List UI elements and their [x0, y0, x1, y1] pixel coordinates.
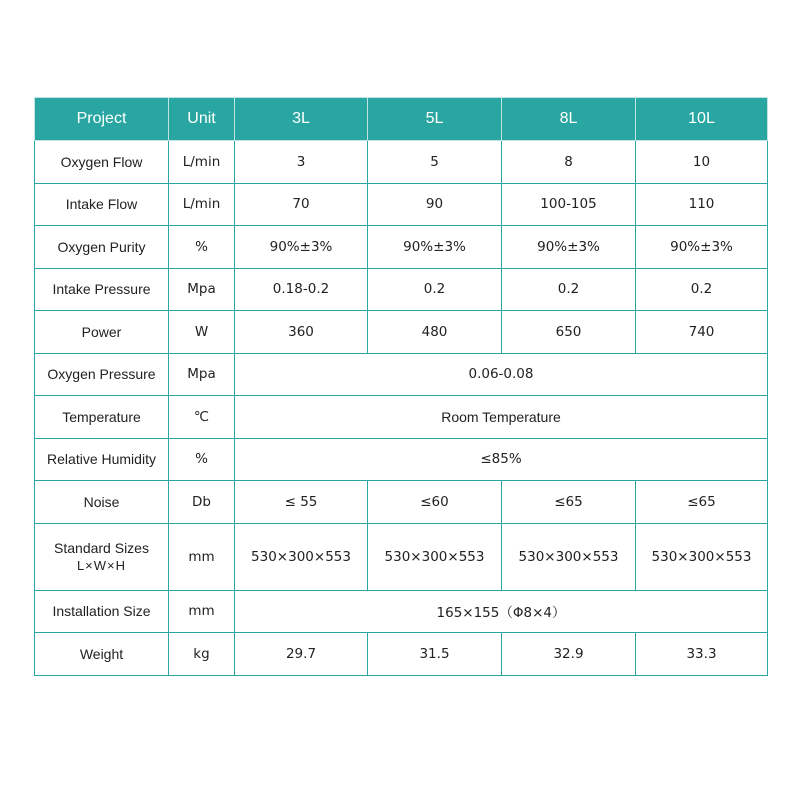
table-row [35, 268, 768, 311]
header-unit: Unit [169, 98, 235, 141]
cell-value: 740 [636, 311, 768, 354]
table-row [35, 523, 768, 590]
cell-value: ≤65 [502, 481, 636, 524]
row-unit: % [169, 438, 235, 481]
header-8l: 8L [502, 98, 636, 141]
cell-value: ≤65 [636, 481, 768, 524]
table-row [35, 183, 768, 226]
cell-value: 8 [502, 141, 636, 184]
table-row [35, 633, 768, 676]
row-unit: % [169, 226, 235, 269]
cell-value: 90 [368, 183, 502, 226]
row-unit: ℃ [169, 396, 235, 439]
cell-value: 3 [235, 141, 368, 184]
cell-value: 90%±3% [368, 226, 502, 269]
header-3l: 3L [235, 98, 368, 141]
cell-value: 70 [235, 183, 368, 226]
cell-value: 0.2 [636, 268, 768, 311]
cell-value: 480 [368, 311, 502, 354]
row-unit: mm [169, 590, 235, 633]
row-label: Noise [35, 481, 169, 524]
cell-value: 530×300×553 [502, 523, 636, 590]
row-label: Intake Pressure [35, 268, 169, 311]
header-10l: 10L [636, 98, 768, 141]
row-unit: L/min [169, 141, 235, 184]
cell-value: 360 [235, 311, 368, 354]
cell-value: 650 [502, 311, 636, 354]
row-unit: Mpa [169, 268, 235, 311]
cell-value: 33.3 [636, 633, 768, 676]
header-5l: 5L [368, 98, 502, 141]
table-row [35, 396, 768, 439]
row-unit: L/min [169, 183, 235, 226]
row-label: Power [35, 311, 169, 354]
row-label: Relative Humidity [35, 438, 169, 481]
cell-value: 10 [636, 141, 768, 184]
row-label-main: Standard Sizes [54, 540, 149, 556]
cell-value: 100-105 [502, 183, 636, 226]
cell-value: 0.18-0.2 [235, 268, 368, 311]
row-label: Weight [35, 633, 169, 676]
table-row [35, 590, 768, 633]
cell-value-merged: ≤85% [235, 438, 768, 481]
table-row [35, 438, 768, 481]
row-unit: kg [169, 633, 235, 676]
cell-value-merged: Room Temperature [235, 396, 768, 439]
row-sublabel: L×W×H [76, 558, 127, 573]
spec-table [34, 97, 768, 676]
cell-value: ≤60 [368, 481, 502, 524]
cell-value: 530×300×553 [368, 523, 502, 590]
cell-value: 0.2 [368, 268, 502, 311]
row-unit: W [169, 311, 235, 354]
cell-value: 29.7 [235, 633, 368, 676]
cell-value: 530×300×553 [636, 523, 768, 590]
row-unit: mm [169, 523, 235, 590]
cell-value: ≤ 55 [235, 481, 368, 524]
row-label: Installation Size [35, 590, 169, 633]
row-unit: Mpa [169, 353, 235, 396]
cell-value: 90%±3% [502, 226, 636, 269]
cell-value: 5 [368, 141, 502, 184]
cell-value: 90%±3% [235, 226, 368, 269]
cell-value: 31.5 [368, 633, 502, 676]
cell-value: 110 [636, 183, 768, 226]
row-label: Temperature [35, 396, 169, 439]
row-label: Intake Flow [35, 183, 169, 226]
cell-value: 530×300×553 [235, 523, 368, 590]
table-row [35, 311, 768, 354]
header-project: Project [35, 98, 169, 141]
row-label: Oxygen Pressure [35, 353, 169, 396]
row-label: Oxygen Flow [35, 141, 169, 184]
row-unit: Db [169, 481, 235, 524]
row-label: Oxygen Purity [35, 226, 169, 269]
cell-value-merged: 0.06-0.08 [235, 353, 768, 396]
table-row [35, 481, 768, 524]
cell-value: 0.2 [502, 268, 636, 311]
table-row [35, 141, 768, 184]
cell-value: 32.9 [502, 633, 636, 676]
header-row [35, 98, 768, 141]
table-row [35, 353, 768, 396]
table-row [35, 226, 768, 269]
cell-value: 90%±3% [636, 226, 768, 269]
cell-value-merged: 165×155（Φ8×4） [235, 590, 768, 633]
row-label [35, 523, 169, 590]
